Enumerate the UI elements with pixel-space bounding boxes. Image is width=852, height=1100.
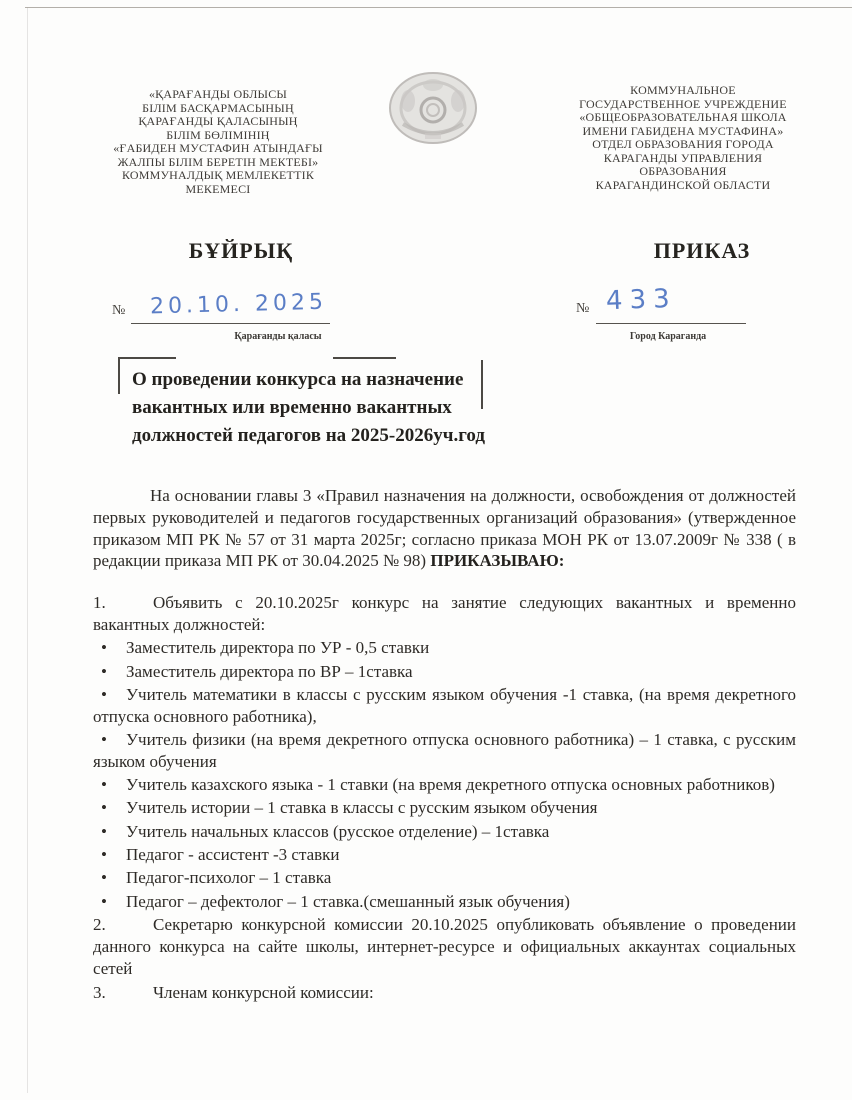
bullet-marker: •: [101, 684, 107, 704]
vacancy-text: Заместитель директора по ВР – 1ставка: [126, 661, 413, 681]
vacancy-item: [93, 844, 796, 866]
place-label-russian: Город Караганда: [629, 331, 707, 342]
vacancy-text: Учитель физики (на время декретного отпуска основного работника) – 1 ставка, с русским языком обучения: [93, 729, 796, 771]
vacancy-text: Учитель истории – 1 ставка в классы с русским языком обучения: [126, 798, 598, 818]
clause-1: [93, 592, 796, 636]
vacancy-text: Учитель казахского языка - 1 ставки (на время декретного отпуска основных работников): [126, 775, 775, 795]
clause-1-number: 1.: [93, 593, 106, 613]
vacancy-item: [93, 867, 796, 889]
subject-box-top-left-segment: [118, 357, 176, 359]
vacancy-text: Педагог - ассистент -3 ставки: [126, 844, 340, 864]
vacancy-text: Учитель математики в классы с русским языком обучения -1 ставка, (на время декретного отпуска основного работника),: [93, 684, 796, 726]
letterhead-ru-line: КАРАГАНДИНСКОЙ ОБЛАСТИ: [595, 177, 771, 192]
bullet-marker: •: [101, 638, 107, 658]
scan-edge-left: [27, 7, 28, 1093]
clause-3-number: 3.: [93, 982, 106, 1002]
letterhead-ru-line: КАРАГАНДЫ УПРАВЛЕНИЯ: [603, 150, 763, 165]
letterhead-kk-line: ҚАРАҒАНДЫ ҚАЛАСЫНЫҢ: [138, 114, 298, 128]
clause-2-number: 2.: [93, 915, 106, 935]
date-fill-line: [131, 323, 330, 324]
bullet-marker: •: [101, 798, 107, 818]
bullet-marker: •: [101, 775, 107, 795]
letterhead-ru-line: «ОБЩЕОБРАЗОВАТЕЛЬНАЯ ШКОЛА: [579, 110, 787, 124]
letterhead-ru-line: ОБРАЗОВАНИЯ: [639, 164, 727, 178]
handwritten-order-number: 433: [605, 283, 678, 317]
vacancy-text: Педагог-психолог – 1 ставка: [126, 868, 332, 888]
letterhead-kk-line: БІЛІМ БАСҚАРМАСЫНЫҢ: [142, 100, 294, 115]
clause-2: [93, 914, 796, 979]
coat-of-arms-icon: [388, 71, 478, 151]
bullet-marker: •: [101, 821, 107, 841]
clause-3: [93, 982, 796, 1004]
scan-edge-top: [25, 7, 852, 8]
order-heading-kazakh: БҰЙРЫҚ: [188, 238, 294, 263]
vacancy-item: [93, 774, 796, 796]
order-subject-line: должностей педагогов на 2025-2026уч.год: [132, 425, 485, 446]
bullet-marker: •: [101, 844, 107, 864]
vacancy-item: [93, 729, 796, 773]
letterhead-ru-line: ГОСУДАРСТВЕННОЕ УЧРЕЖДЕНИЕ: [579, 96, 787, 111]
letterhead-russian: [532, 84, 834, 192]
vacancy-item: [93, 797, 796, 819]
subject-box-left-segment: [118, 357, 120, 394]
letterhead-kk-line: «ҒАБИДЕН МУСТАФИН АТЫНДАҒЫ: [113, 141, 323, 155]
letterhead-kk-line: «ҚАРАҒАНДЫ ОБЛЫСЫ: [148, 87, 288, 101]
bullet-marker: •: [101, 729, 107, 749]
letterhead-kk-line: МЕКЕМЕСІ: [185, 181, 251, 196]
letterhead-ru-line: ОТДЕЛ ОБРАЗОВАНИЯ ГОРОДА: [592, 137, 774, 151]
bullet-marker: •: [101, 868, 107, 888]
letterhead-ru-line: ИМЕНИ ГАБИДЕНА МУСТАФИНА»: [582, 123, 784, 138]
order-heading-russian: ПРИКАЗ: [653, 238, 751, 263]
resolve-word: ПРИКАЗЫВАЮ:: [430, 551, 565, 571]
place-label-kazakh: Қарағанды қаласы: [234, 331, 322, 342]
letterhead-kk-line: КОММУНАЛДЫҚ МЕМЛЕКЕТТІК: [121, 168, 315, 182]
preamble-paragraph: [93, 485, 796, 572]
vacancy-item: [93, 891, 796, 913]
order-subject-line: вакантных или временно вакантных: [132, 397, 452, 418]
vacancy-item: [93, 661, 796, 683]
preamble-text: На основании главы 3 «Правил назначения на должности, освобождения от должностей первых руководителей и педагогов государственных организаций образования» (утвержденное приказом МП РК № 57 от 31 марта 2025г; согласно приказа МОН РК от 13.07.2009г № 338 ( в редакции приказа МП РК от 30.04.2025 № 98): [93, 486, 796, 571]
number-sign-left: №: [112, 303, 126, 318]
clause-2-text: Секретарю конкурсной комиссии 20.10.2025 опубликовать объявление о проведении данного конкурса на сайте школы, интернет-ресурсе и официальных аккаунтах социальных сетей: [93, 915, 796, 978]
letterhead-kazakh: [80, 88, 356, 196]
number-fill-line: [596, 323, 746, 324]
clause-1-text: Объявить с 20.10.2025г конкурс на занятие следующих вакантных и временно вакантных должностей:: [93, 593, 796, 634]
subject-box-top-middle-segment: [333, 357, 396, 359]
bullet-marker: •: [101, 891, 107, 911]
vacancy-item: [93, 684, 796, 728]
handwritten-order-date: 20.10. 2025: [149, 289, 328, 320]
letterhead-ru-line: КОММУНАЛЬНОЕ: [630, 83, 736, 97]
vacancy-item: [93, 637, 796, 659]
order-subject-line: О проведении конкурса на назначение: [132, 369, 464, 390]
letterhead-kk-line: БІЛІМ БӨЛІМІНІҢ: [166, 127, 270, 142]
letterhead-kk-line: ЖАЛПЫ БІЛІМ БЕРЕТІН МЕКТЕБІ»: [117, 154, 319, 169]
bullet-marker: •: [101, 661, 107, 681]
vacancy-item: [93, 821, 796, 843]
clause-3-text: Членам конкурсной комиссии:: [153, 982, 374, 1002]
number-sign-right: №: [576, 301, 590, 316]
vacancy-text: Учитель начальных классов (русское отделение) – 1ставка: [126, 821, 550, 841]
vacancy-text: Педагог – дефектолог – 1 ставка.(смешанный язык обучения): [126, 891, 570, 911]
order-subject: [132, 366, 506, 450]
order-body: [93, 485, 796, 1004]
vacancy-text: Заместитель директора по УР - 0,5 ставки: [126, 638, 430, 658]
